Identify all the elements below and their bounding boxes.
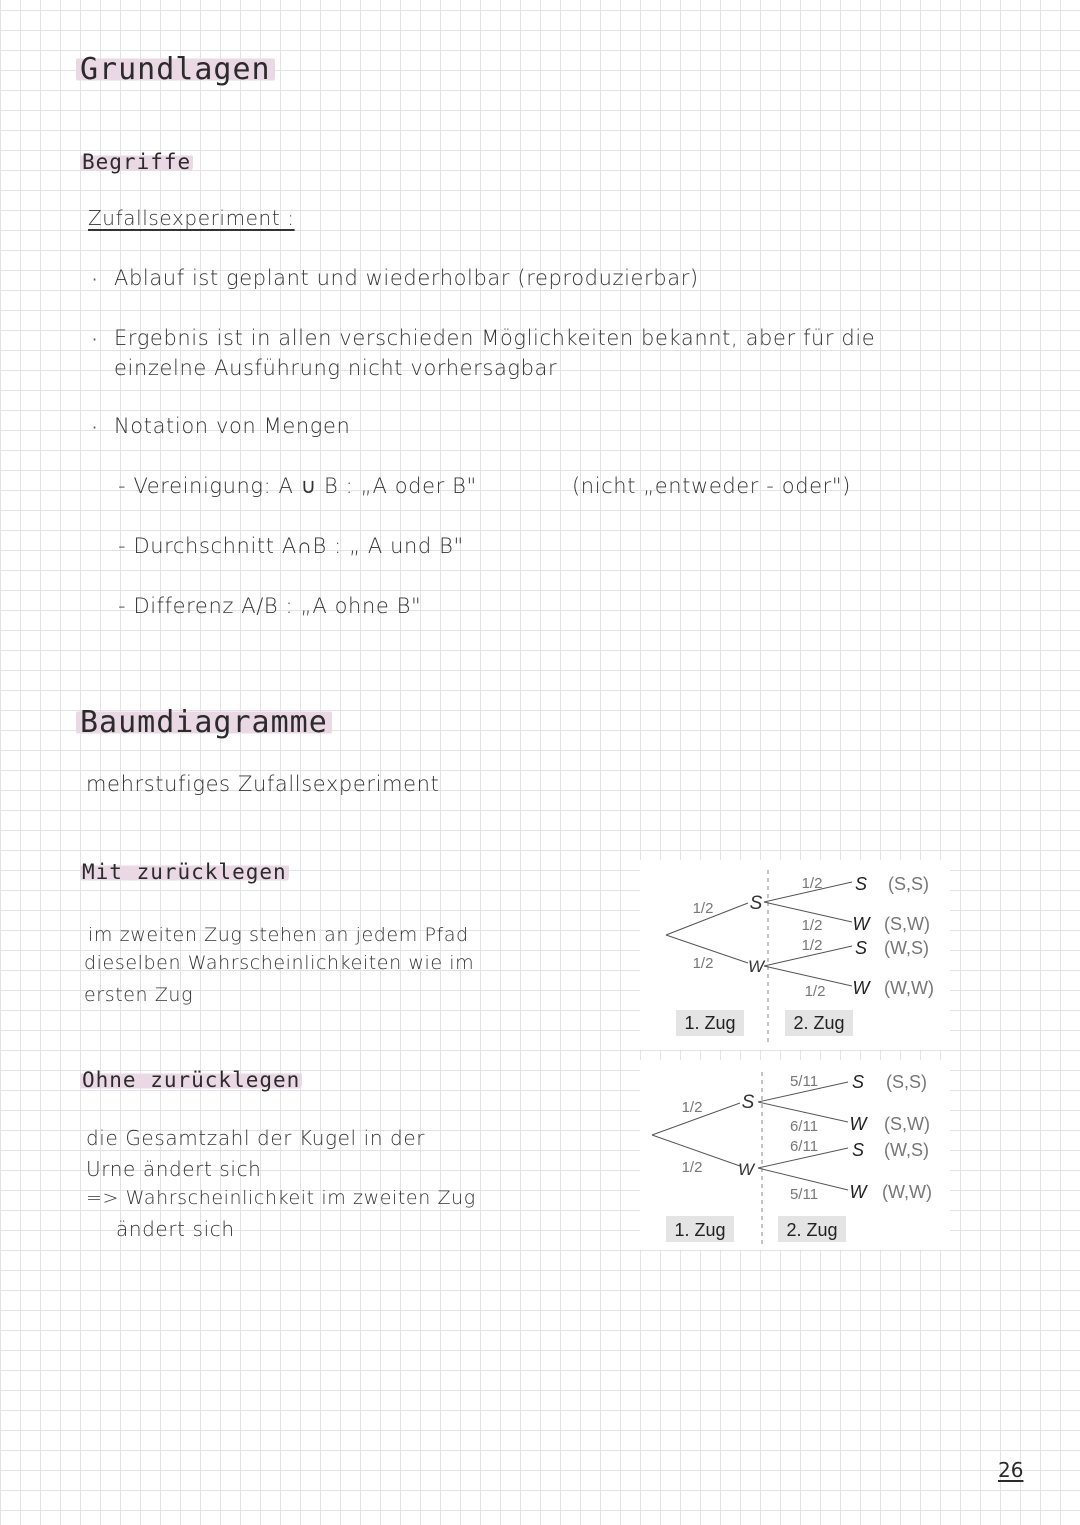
outcome-label: (W,W) xyxy=(884,978,934,998)
node-s: S xyxy=(749,893,763,914)
prob-label: 1/2 xyxy=(804,983,826,1000)
zug1-label: 1. Zug xyxy=(684,1013,736,1033)
prob-label: 1/2 xyxy=(681,1159,703,1176)
section-title-grundlagen: Grundlagen xyxy=(76,52,275,87)
bullet-dot: · xyxy=(92,418,98,437)
outcome-label: (W,W) xyxy=(882,1182,932,1202)
prob-label: 1/2 xyxy=(801,917,823,934)
menge-differenz: - Differenz A/B : „A ohne B" xyxy=(118,594,422,618)
page-number: 26 xyxy=(998,1458,1024,1482)
zug1-label: 1. Zug xyxy=(674,1220,726,1240)
menge-vereinigung-note: (nicht „entweder - oder") xyxy=(572,474,851,498)
tree-diagram-mit-zuruecklegen xyxy=(640,860,950,1050)
prob-label: 1/2 xyxy=(692,955,714,972)
menge-vereinigung: - Vereinigung: A ∪ B : „A oder B" xyxy=(118,474,477,498)
node-w: W xyxy=(737,1160,755,1179)
heading-zufallsexperiment: Zufallsexperiment : xyxy=(88,206,295,230)
ohne-text-line: => Wahrscheinlichkeit im zweiten Zug xyxy=(86,1187,476,1209)
leaf-w: W xyxy=(852,978,870,998)
zug2-label: 2. Zug xyxy=(786,1220,838,1240)
menge-durchschnitt: - Durchschnitt A∩B : „ A und B" xyxy=(118,534,464,558)
prob-label: 5/11 xyxy=(789,1073,819,1090)
bullet-text: Notation von Mengen xyxy=(114,414,351,438)
leaf-s: S xyxy=(854,938,868,958)
prob-label: 1/2 xyxy=(801,875,823,892)
heading-mit-zuruecklegen: Mit zurücklegen xyxy=(82,860,287,884)
mit-text-line: im zweiten Zug stehen an jedem Pfad xyxy=(88,924,469,946)
node-w: W xyxy=(747,957,765,976)
leaf-s: S xyxy=(851,1140,865,1160)
mit-text-line: dieselben Wahrscheinlichkeiten wie im xyxy=(84,952,475,974)
heading-begriffe: Begriffe xyxy=(82,150,192,174)
outcome-label: (W,S) xyxy=(884,1140,929,1160)
prob-label: 1/2 xyxy=(692,900,714,917)
mit-text-line: ersten Zug xyxy=(84,984,194,1006)
bullet-text-continued: einzelne Ausführung nicht vorhersagbar xyxy=(114,356,558,380)
bullet-dot: · xyxy=(92,270,98,289)
prob-label: 6/11 xyxy=(789,1138,819,1155)
bullet-text: Ergebnis ist in allen verschieden Möglichkeiten bekannt, aber für die xyxy=(114,326,876,350)
outcome-label: (S,W) xyxy=(884,1114,930,1134)
prob-label: 6/11 xyxy=(789,1118,819,1135)
prob-label: 1/2 xyxy=(681,1099,703,1116)
outcome-label: (S,S) xyxy=(888,874,930,894)
node-s: S xyxy=(741,1092,755,1113)
leaf-w: W xyxy=(849,1182,867,1202)
zug2-label: 2. Zug xyxy=(793,1013,845,1033)
ohne-text-line: ändert sich xyxy=(116,1217,235,1241)
ohne-text-line: Urne ändert sich xyxy=(86,1157,262,1181)
bullet-dot: · xyxy=(92,330,98,349)
outcome-label: (W,S) xyxy=(884,938,929,958)
bullet-text: Ablauf ist geplant und wiederholbar (reproduzierbar) xyxy=(114,266,699,290)
section-title-baumdiagramme: Baumdiagramme xyxy=(76,705,332,740)
baum-subtitle: mehrstufiges Zufallsexperiment xyxy=(86,772,440,796)
heading-ohne-zuruecklegen: Ohne zurücklegen xyxy=(82,1068,301,1092)
leaf-w: W xyxy=(849,1114,867,1134)
tree-diagram-ohne-zuruecklegen xyxy=(640,1060,950,1250)
outcome-label: (S,W) xyxy=(884,914,930,934)
leaf-s: S xyxy=(851,1072,865,1092)
outcome-label: (S,S) xyxy=(886,1072,928,1092)
leaf-s: S xyxy=(854,874,868,894)
leaf-w: W xyxy=(852,914,870,934)
ohne-text-line: die Gesamtzahl der Kugel in der xyxy=(86,1126,426,1150)
prob-label: 5/11 xyxy=(789,1186,819,1203)
prob-label: 1/2 xyxy=(801,937,823,954)
